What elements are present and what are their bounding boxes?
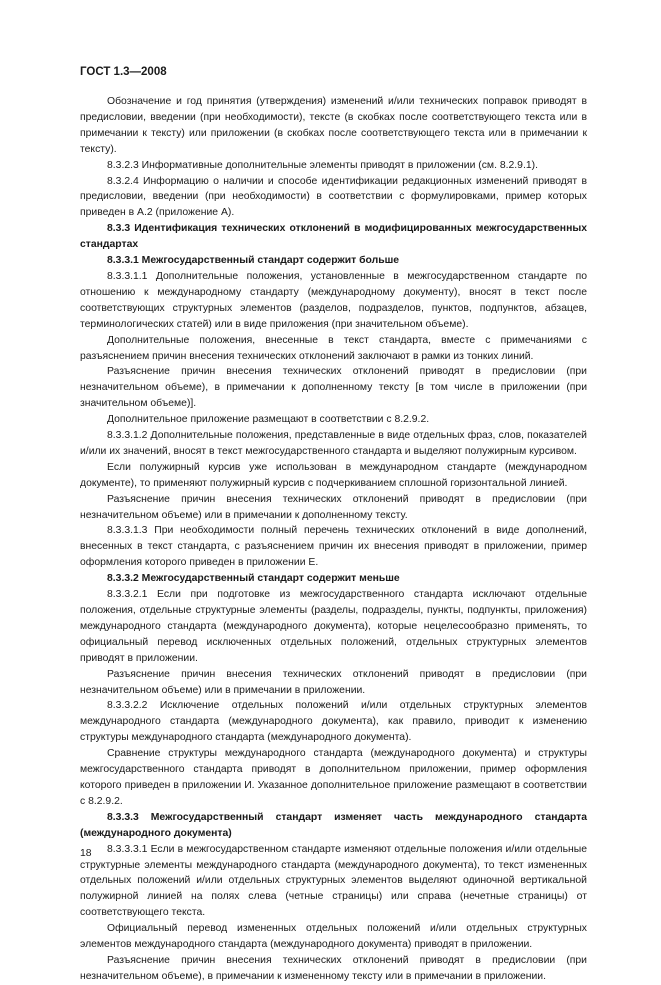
paragraph: Дополнительные положения, внесенные в текст стандарта, вместе с примечаниями с разъяснением причин внесения технических отклонений заключают в рамки из тонких линий.: [80, 334, 587, 362]
page-number: 18: [80, 848, 92, 859]
section-heading: 8.3.3.2 Межгосударственный стандарт содержит меньше: [107, 573, 400, 585]
section-heading: 8.3.3.3 Межгосударственный стандарт изменяет часть международного стандарта (международного документа): [80, 811, 587, 839]
paragraph: 8.3.3.2.1 Если при подготовке из межгосударственного стандарта исключают отдельные положения, отдельные структурные элементы (разделы, подразделы, пункты, подпункты, приложения) международного стандарта (международного документа), которые нецелесообразно применять, то официальный перевод исключенных отдельных положений, отдельных структурных элементов приводят в приложении.: [80, 589, 587, 664]
paragraph: 8.3.2.4 Информацию о наличии и способе идентификации редакционных изменений приводят в предисловии, введении (при необходимости) в соответствии с формулировками, пример которых приведен в А.2 (приложение А).: [80, 175, 587, 219]
section-heading: 8.3.3 Идентификация технических отклонений в модифицированных межгосударственных стандартах: [80, 223, 587, 251]
paragraph: 8.3.3.2.2 Исключение отдельных положений и/или отдельных структурных элементов международного стандарта (международного документа), как правило, приводит к изменению структуры международного стандарта (международного документа).: [80, 700, 587, 744]
document-header: ГОСТ 1.3—2008: [80, 66, 167, 78]
paragraph: Разъяснение причин внесения технических отклонений приводят в предисловии (при незначительном объеме), в примечании к измененному тексту или в примечании в приложении.: [80, 954, 587, 982]
paragraph: Сравнение структуры международного стандарта (международного документа) и структуры межгосударственного стандарта приводят в дополнительном приложении, пример оформления которого приведен в приложении И. Указанное дополнительное приложение размещают в соответствии с 8.2.9.2.: [80, 748, 587, 807]
paragraph: Если полужирный курсив уже использован в международном стандарте (международном документе), то применяют полужирный курсив с подчеркиванием сплошной горизонтальной линией.: [80, 461, 587, 489]
paragraph: 8.3.3.3.1 Если в межгосударственном стандарте изменяют отдельные положения и/или отдельные структурные элементы международного стандарта (международного документа), то текст измененных отдельных положений и/или отдельных структурных элементов выделяют одиночной вертикальной полужирной линией на полях слева (четные страницы) или справа (нечетные страницы) от соответствующего текста.: [80, 843, 587, 919]
paragraph: Официальный перевод измененных отдельных положений и/или отдельных структурных элементов международного стандарта (международного документа) приводят в приложении.: [80, 923, 587, 951]
section-heading: 8.3.3.1 Межгосударственный стандарт содержит больше: [107, 255, 400, 267]
paragraph: Разъяснение причин внесения технических отклонений приводят в предисловии (при незначительном объеме), в примечании к дополненному тексту [в том числе в приложении (при значительном объеме)].: [80, 366, 587, 410]
paragraph: Дополнительное приложение размещают в соответствии с 8.2.9.2.: [107, 414, 430, 426]
paragraph: Обозначение и год принятия (утверждения) изменений и/или технических поправок приводят в предисловии, введении (при необходимости), тексте (в скобках после соответствующего текста или в примечании к тексту) или приложении (в скобках после соответствующего текста или в примечании к тексту).: [80, 96, 587, 155]
document-body: [80, 94, 587, 985]
paragraph: Разъяснение причин внесения технических отклонений приводят в предисловии (при незначительном объеме) или в примечании к дополненному тексту.: [80, 493, 587, 521]
paragraph: 8.3.2.3 Информативные дополнительные элементы приводят в приложении (см. 8.2.9.1).: [107, 159, 538, 171]
paragraph: Разъяснение причин внесения технических отклонений приводят в предисловии (при незначительном объеме) или в примечании в приложении.: [80, 668, 587, 696]
paragraph: 8.3.3.1.2 Дополнительные положения, представленные в виде отдельных фраз, слов, показателей и/или их значений, вносят в текст межгосударственного стандарта и выделяют полужирным курсивом.: [80, 430, 587, 457]
paragraph: 8.3.3.1.1 Дополнительные положения, установленные в межгосударственном стандарте по отношению к международному стандарту (международному документу), вносят в текст после соответствующих структурных элементов (разделов, подразделов, пунктов, подпунктов, абзацев, терминологических статей) или в виде приложения (при значительном объеме).: [80, 270, 587, 330]
paragraph: 8.3.3.1.3 При необходимости полный перечень технических отклонений в виде дополнений, внесенных в текст стандарта, с разъяснением причин их внесения приводят в приложении, пример оформления которого приведен в приложении Е.: [80, 525, 587, 569]
